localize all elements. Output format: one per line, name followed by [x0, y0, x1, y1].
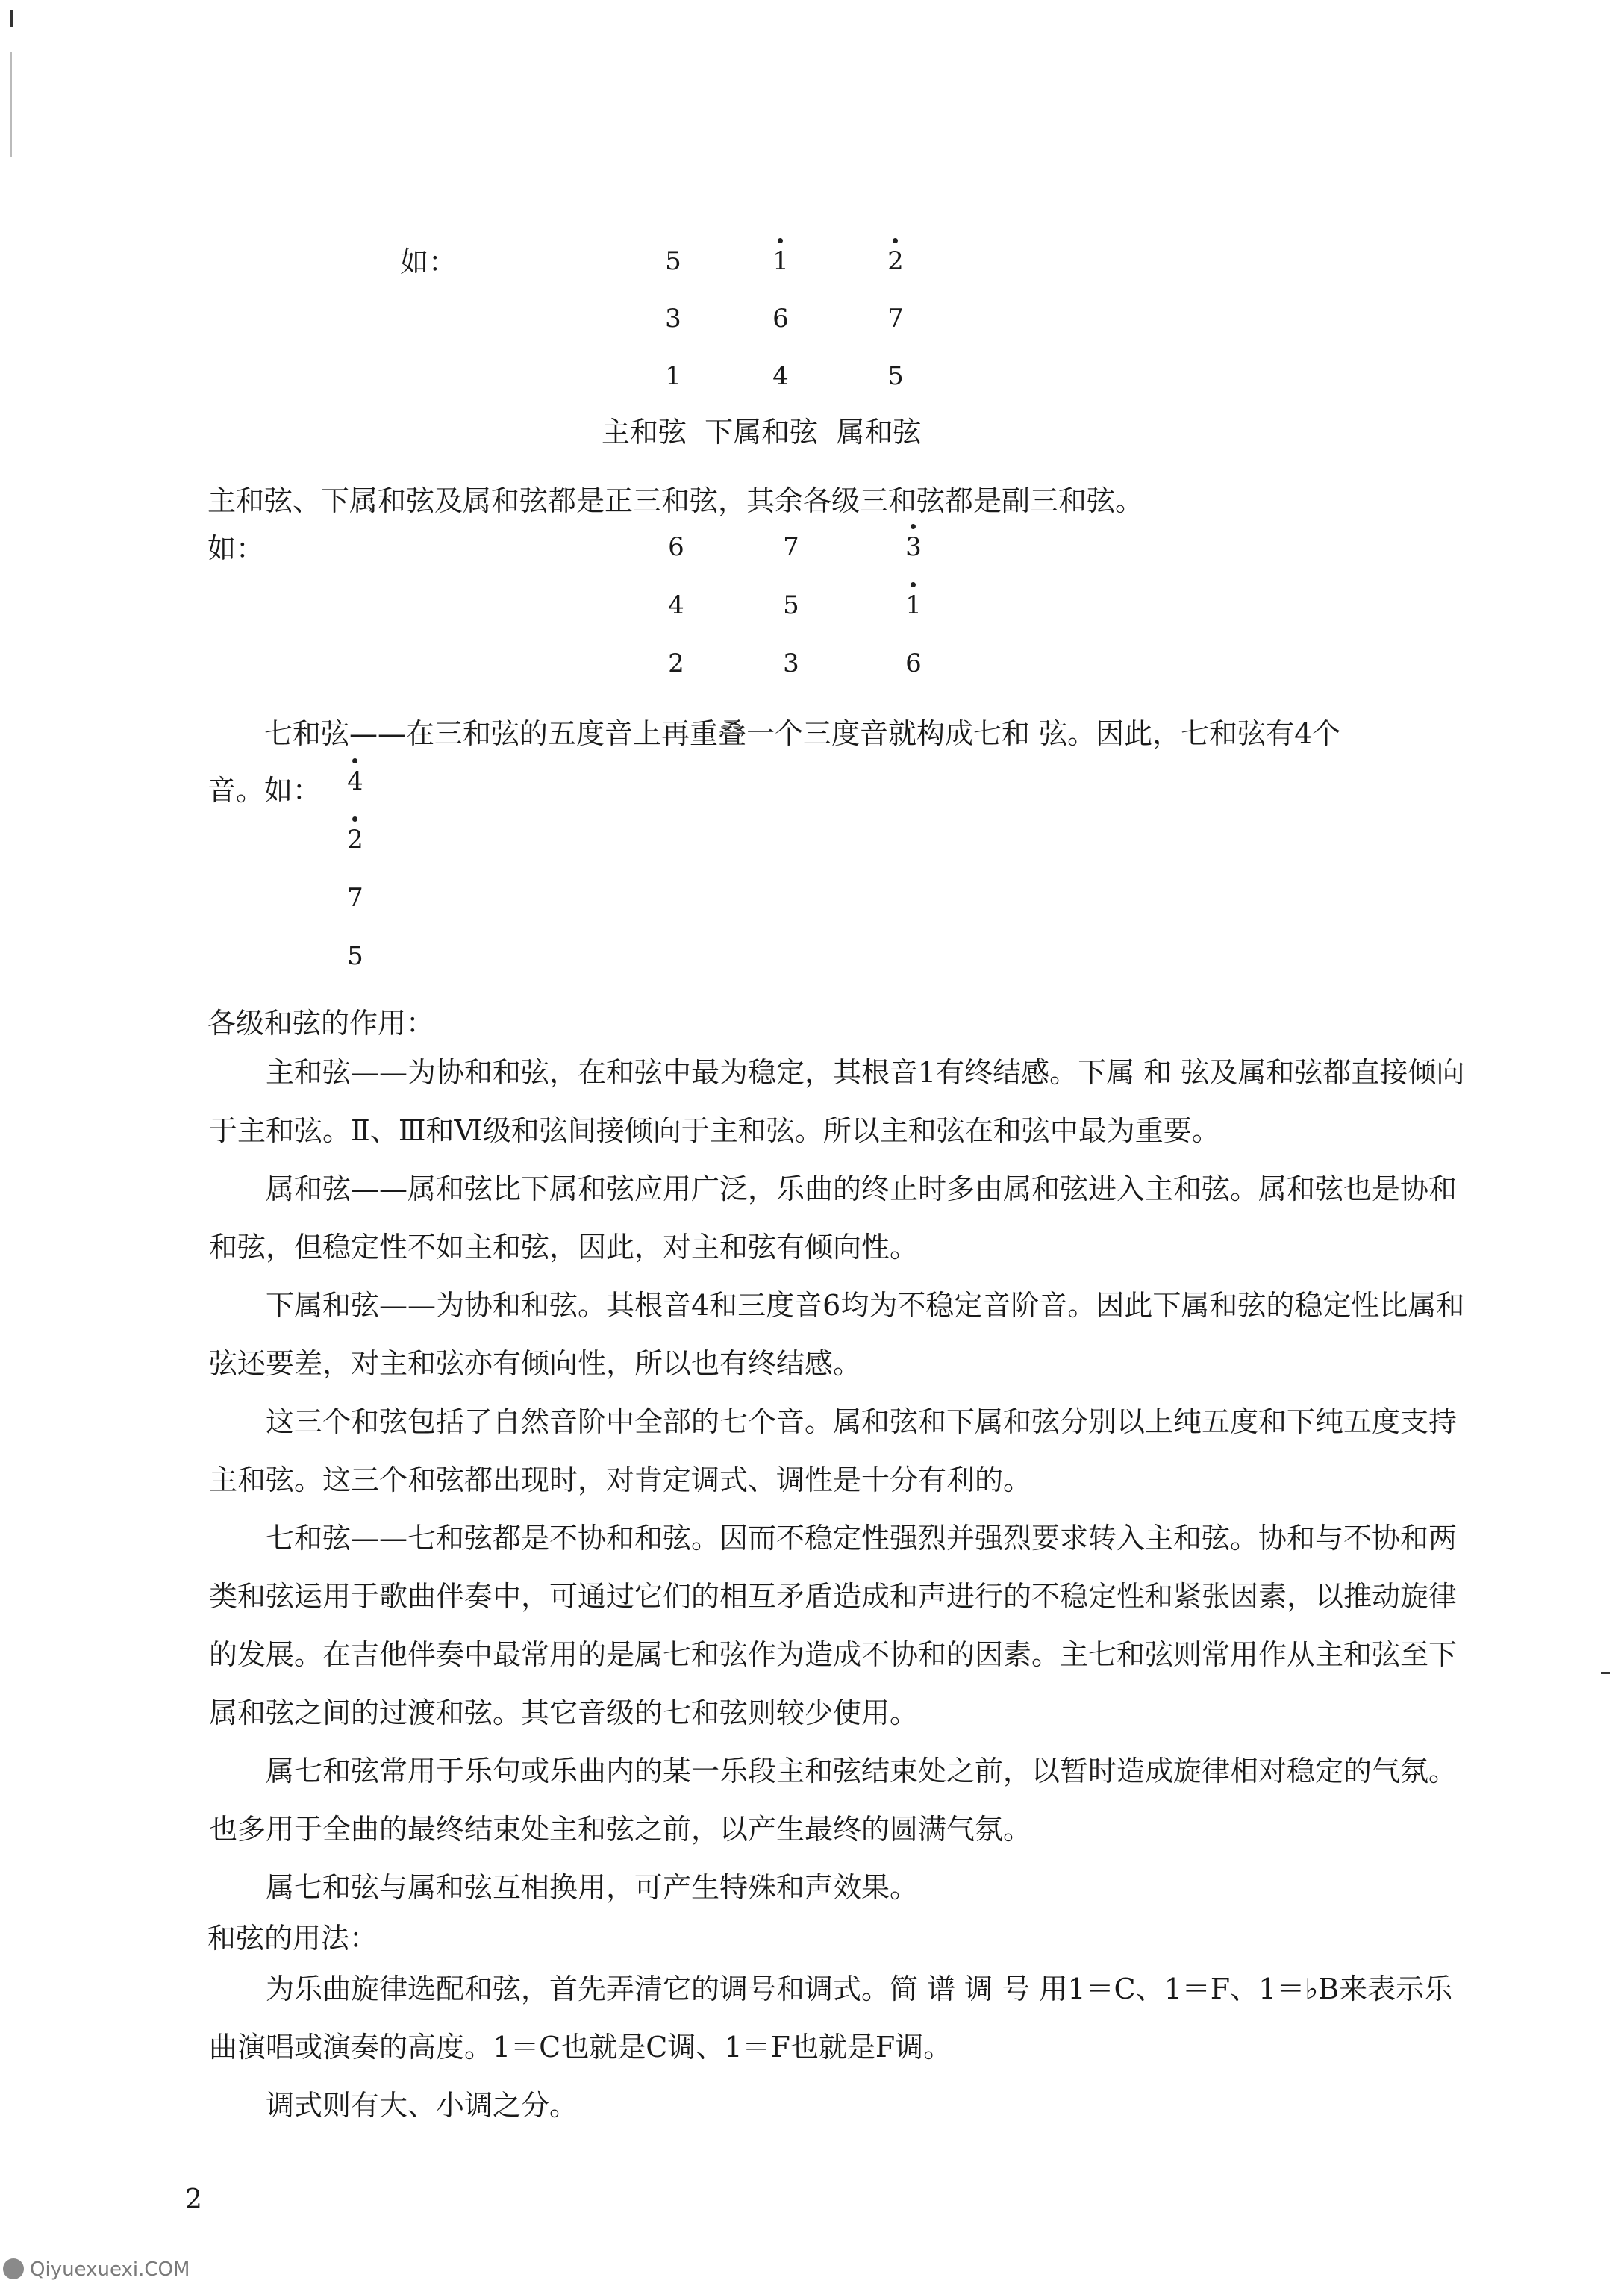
note-cell: 3: [891, 534, 936, 560]
triad-caption: 主和弦 下属和弦 属和弦: [602, 416, 922, 449]
note-cell: 6: [668, 532, 684, 562]
watermark-text: Qiyuexuexi.COM: [30, 2258, 190, 2281]
paragraph-tonic: 主和弦——为协和和弦，在和弦中最为稳定，其根音1有终结感。下属 和 弦及属和弦都直接倾向于主和弦。Ⅱ、Ⅲ和Ⅵ级和弦间接倾向于主和弦。所以主和弦在和弦中最为重要。: [209, 1056, 1465, 1147]
note-cell: 3: [783, 649, 799, 678]
note-cell: 3: [665, 304, 681, 334]
octave-dot: [911, 524, 916, 529]
note-cell: 7: [887, 304, 904, 334]
paragraph-subdominant: 下属和弦——为协和和弦。其根音4和三度音6均为不稳定音阶音。因此下属和弦的稳定性比属和弦还要差，对主和弦亦有倾向性，所以也有终结感。: [209, 1289, 1465, 1380]
paragraph-usage: 为乐曲旋律选配和弦，首先弄清它的调号和调式。简 谱 调 号 用1＝C、1＝F、1＝♭B来表示乐曲演唱或演奏的高度。1＝C也就是C调、1＝F也就是F调。: [209, 1973, 1453, 2064]
watermark-logo-icon: [3, 2258, 24, 2279]
paragraph-three-chords: 这三个和弦包括了自然音阶中全部的七个音。属和弦和下属和弦分别以上纯五度和下纯五度支持主和弦。这三个和弦都出现时，对肯定调式、调性是十分有利的。: [209, 1405, 1458, 1496]
octave-dot: [778, 238, 783, 243]
paragraph-seventh: 七和弦——七和弦都是不协和和弦。因而不稳定性强烈并强烈要求转入主和弦。协和与不协和两类和弦运用于歌曲伴奏中，可通过它们的相互矛盾造成和声进行的不稳定性和紧张因素，以推动旋律的发展。在吉他伴奏中最常用的是属七和弦作为造成不协和的因素。主七和弦则常用作从主和弦至下属和弦之间的过渡和弦。其它音级的七和弦则较少使用。: [209, 1522, 1458, 1729]
page-number: 2: [185, 2184, 202, 2215]
note-cell: 4: [668, 590, 684, 620]
octave-dot: [352, 816, 357, 822]
note-cell: 7: [347, 883, 363, 913]
octave-dot: [352, 758, 357, 763]
example-label: 如：: [207, 532, 265, 565]
octave-dot: [911, 582, 916, 587]
note-cell: 2: [668, 649, 684, 678]
paragraph-dom7-swap: 属七和弦与属和弦互相换用，可产生特殊和声效果。: [266, 1871, 919, 1904]
note-cell: 5: [783, 590, 799, 620]
scan-mark: [1601, 1672, 1610, 1674]
note-cell: 1: [665, 361, 681, 391]
paragraph-dominant: 属和弦——属和弦比下属和弦应用广泛，乐曲的终止时多由属和弦进入主和弦。属和弦也是协和和弦，但稳定性不如主和弦，因此，对主和弦有倾向性。: [209, 1172, 1458, 1264]
note-cell: 4: [333, 769, 378, 794]
note-cell: 6: [905, 649, 922, 678]
note-cell: 7: [783, 532, 799, 562]
scan-mark: [10, 10, 13, 27]
note-cell: 5: [665, 246, 681, 276]
example-label: 如：: [400, 246, 457, 278]
paragraph: 主和弦、下属和弦及属和弦都是正三和弦，其余各级三和弦都是副三和弦。: [207, 484, 1144, 517]
note-cell: 1: [758, 249, 803, 274]
paragraph-line: 音。如：: [207, 774, 322, 807]
paragraph-line: 七和弦——在三和弦的五度音上再重叠一个三度音就构成七和 弦。因此，七和弦有4个: [264, 717, 1341, 750]
section-heading: 各级和弦的作用：: [207, 1007, 435, 1040]
section-heading: 和弦的用法：: [207, 1922, 378, 1955]
scan-mark: [10, 52, 12, 157]
note-cell: 4: [772, 361, 789, 391]
note-cell: 5: [347, 941, 363, 971]
watermark: [0, 2254, 299, 2284]
paragraph-modes: 调式则有大、小调之分。: [266, 2089, 578, 2122]
note-cell: 5: [887, 361, 904, 391]
note-cell: 2: [333, 827, 378, 852]
note-cell: 2: [873, 249, 918, 274]
note-cell: 6: [772, 304, 789, 334]
paragraph-dom7-usage: 属七和弦常用于乐句或乐曲内的某一乐段主和弦结束处之前，以暂时造成旋律相对稳定的气氛。也多用于全曲的最终结束处主和弦之前，以产生最终的圆满气氛。: [209, 1755, 1458, 1846]
note-cell: 1: [891, 593, 936, 618]
octave-dot: [893, 238, 898, 243]
